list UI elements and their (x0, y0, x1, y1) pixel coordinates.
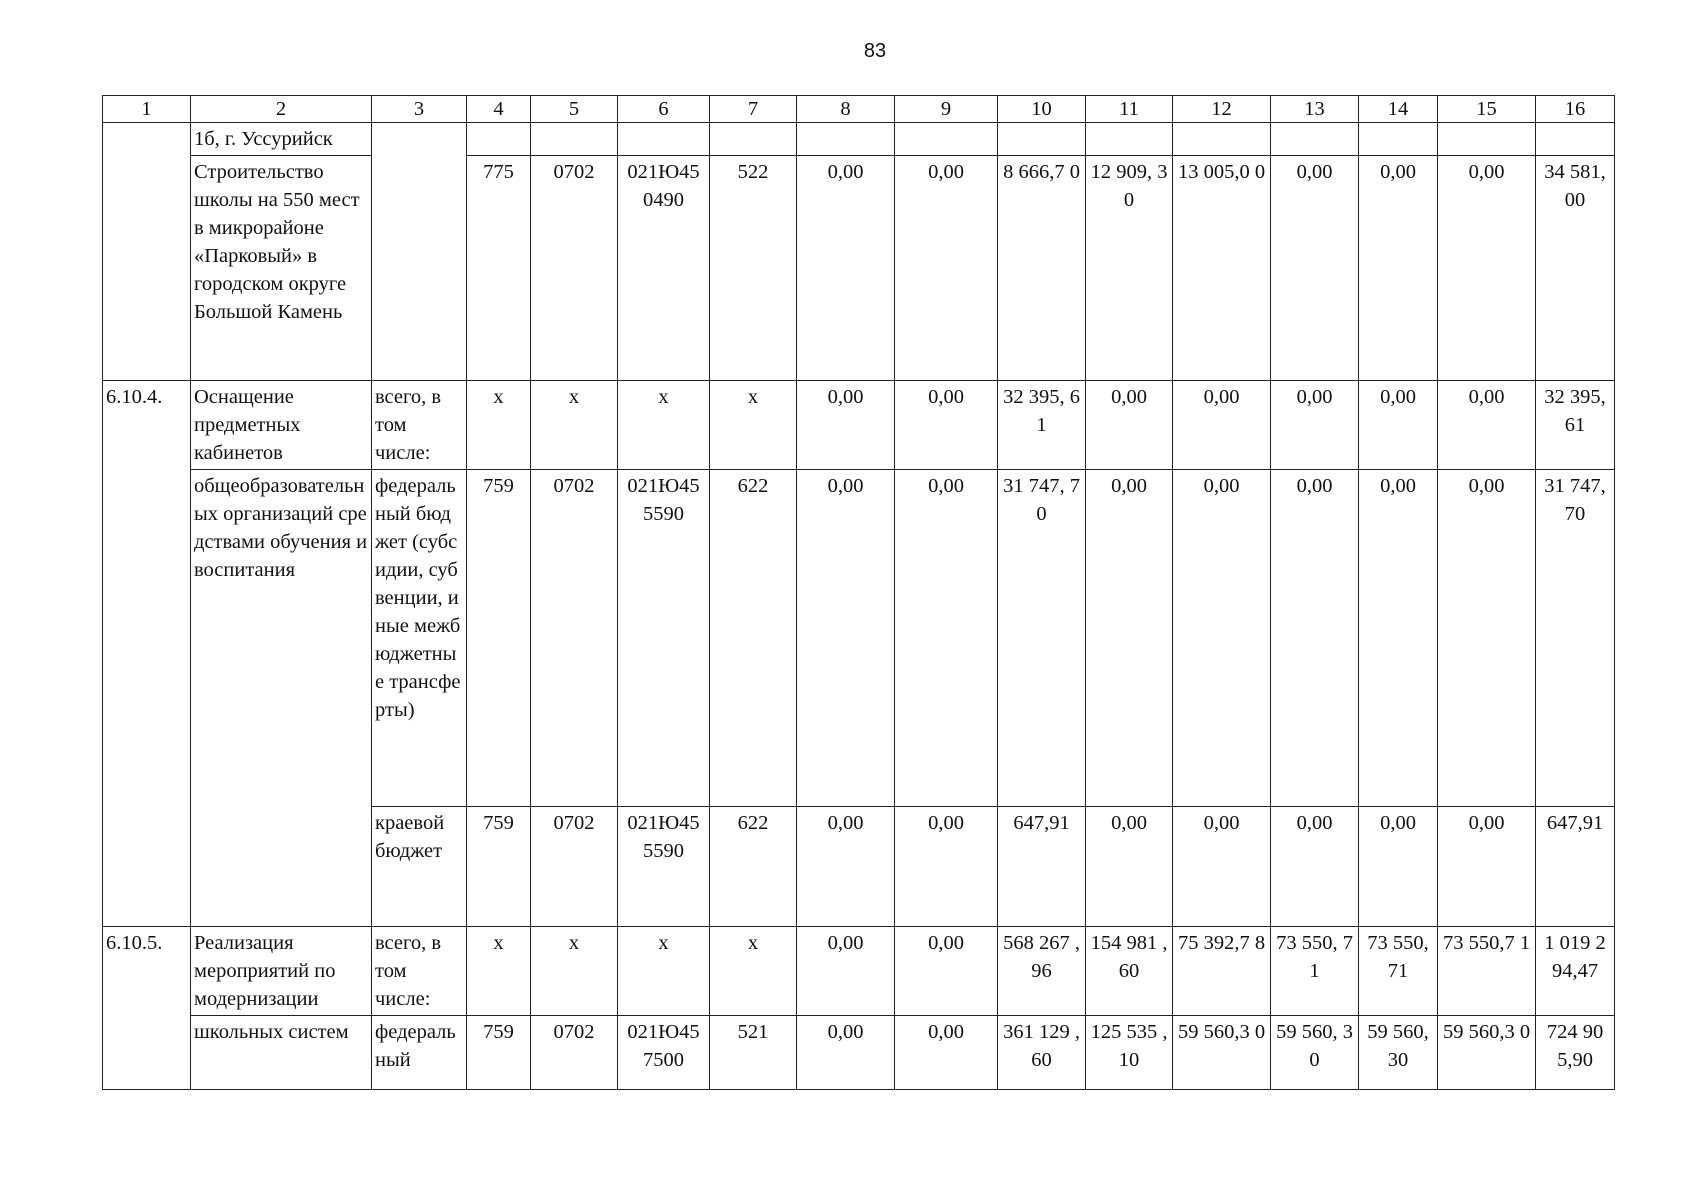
value-cell: 0,00 (895, 470, 998, 807)
value-cell: x (710, 381, 797, 470)
value-cell: 0,00 (1173, 470, 1271, 807)
value-cell: 0,00 (1086, 470, 1173, 807)
value-cell: 622 (710, 470, 797, 807)
value-cell: x (710, 927, 797, 1016)
value-cell: 8 666,7 0 (998, 156, 1086, 381)
column-header: 15 (1438, 96, 1536, 123)
column-header: 10 (998, 96, 1086, 123)
value-cell: 0,00 (1438, 807, 1536, 927)
value-cell: 59 560, 30 (1359, 1016, 1438, 1090)
value-cell: 32 395, 61 (998, 381, 1086, 470)
value-cell: 0,00 (1173, 381, 1271, 470)
column-header: 8 (797, 96, 895, 123)
table-row (103, 123, 1615, 156)
item-name-cell: Реализация мероприятий по модернизации (191, 927, 372, 1016)
value-cell: 0,00 (797, 807, 895, 927)
value-cell: 021Ю45 5590 (618, 470, 710, 807)
column-header: 14 (1359, 96, 1438, 123)
value-cell: 0,00 (797, 381, 895, 470)
value-cell: 0,00 (797, 927, 895, 1016)
column-header: 12 (1173, 96, 1271, 123)
column-header: 9 (895, 96, 998, 123)
source-cell: краевой бюджет (372, 807, 467, 927)
value-cell: 0,00 (797, 156, 895, 381)
value-cell: 1 019 2 94,47 (1536, 927, 1615, 1016)
column-header: 5 (531, 96, 618, 123)
value-cell: 568 267 ,96 (998, 927, 1086, 1016)
value-cell: 59 560,3 0 (1438, 1016, 1536, 1090)
source-cell: федеральный (372, 1016, 467, 1090)
item-number-cell (103, 123, 191, 381)
value-cell: 021Ю45 5590 (618, 807, 710, 927)
value-cell: 0,00 (1271, 381, 1359, 470)
value-cell: 0,00 (1359, 156, 1438, 381)
value-cell: 73 550, 71 (1359, 927, 1438, 1016)
column-header: 13 (1271, 96, 1359, 123)
value-cell: 0,00 (1086, 381, 1173, 470)
table-row (103, 1016, 1615, 1090)
value-cell: 0,00 (1359, 470, 1438, 807)
item-name-cell: Строительство школы на 550 мест в микрорайоне «Парковый» в городском округе Большой Камень (191, 156, 372, 381)
value-cell: x (618, 381, 710, 470)
column-header: 6 (618, 96, 710, 123)
value-cell: 59 560, 30 (1271, 1016, 1359, 1090)
value-cell: 0,00 (1271, 807, 1359, 927)
value-cell: 647,91 (998, 807, 1086, 927)
value-cell: 0702 (531, 156, 618, 381)
source-cell: всего, в том числе: (372, 381, 467, 470)
value-cell: 125 535 ,10 (1086, 1016, 1173, 1090)
column-header: 3 (372, 96, 467, 123)
value-cell: 0,00 (1086, 807, 1173, 927)
item-name-cell: общеобразовательных организаций средствами обучения и воспитания (191, 470, 372, 927)
value-cell: 775 (467, 156, 531, 381)
value-cell: 32 395, 61 (1536, 381, 1615, 470)
value-cell: 0,00 (797, 470, 895, 807)
value-cell: 34 581, 00 (1536, 156, 1615, 381)
value-cell: 31 747, 70 (998, 470, 1086, 807)
value-cell: 0702 (531, 470, 618, 807)
value-cell: x (467, 927, 531, 1016)
value-cell: 0702 (531, 807, 618, 927)
value-cell: 0,00 (895, 156, 998, 381)
value-cell: x (531, 381, 618, 470)
column-header: 1 (103, 96, 191, 123)
item-name-cell: школьных систем (191, 1016, 372, 1090)
value-cell: 759 (467, 807, 531, 927)
value-cell: 759 (467, 1016, 531, 1090)
value-cell: x (531, 927, 618, 1016)
value-cell: 0,00 (895, 1016, 998, 1090)
column-header: 16 (1536, 96, 1615, 123)
value-cell: 522 (710, 156, 797, 381)
value-cell: 0,00 (1359, 381, 1438, 470)
column-header: 4 (467, 96, 531, 123)
value-cell: 021Ю45 7500 (618, 1016, 710, 1090)
value-cell: 0,00 (1438, 381, 1536, 470)
source-cell: всего, в том числе: (372, 927, 467, 1016)
value-cell: 361 129 ,60 (998, 1016, 1086, 1090)
table-row (103, 156, 1615, 381)
value-cell: 0,00 (1359, 807, 1438, 927)
page-number: 83 (863, 40, 887, 62)
table-row (103, 470, 1615, 807)
value-cell: 0,00 (1438, 470, 1536, 807)
value-cell: 759 (467, 470, 531, 807)
value-cell: 724 90 5,90 (1536, 1016, 1615, 1090)
source-cell: федеральный бюджет (субсидии, субвенции, иные межбюджетные трансферты) (372, 470, 467, 807)
value-cell: 647,91 (1536, 807, 1615, 927)
item-name-cell: 1б, г. Уссурийск (191, 123, 372, 156)
value-cell: 521 (710, 1016, 797, 1090)
column-number-row (103, 96, 1615, 123)
value-cell: 0,00 (895, 927, 998, 1016)
item-name-cell: Оснащение предметных кабинетов (191, 381, 372, 470)
item-number-cell: 6.10.5. (103, 927, 191, 1090)
value-cell: 0,00 (1271, 470, 1359, 807)
budget-table (102, 95, 1615, 1090)
value-cell: 75 392,7 8 (1173, 927, 1271, 1016)
value-cell: 0,00 (797, 1016, 895, 1090)
value-cell: 622 (710, 807, 797, 927)
value-cell: 0,00 (1173, 807, 1271, 927)
column-header: 7 (710, 96, 797, 123)
value-cell: 12 909, 30 (1086, 156, 1173, 381)
table-row (103, 927, 1615, 1016)
value-cell: 73 550, 71 (1271, 927, 1359, 1016)
table-row (103, 381, 1615, 470)
value-cell: x (618, 927, 710, 1016)
value-cell: 31 747, 70 (1536, 470, 1615, 807)
source-cell (372, 123, 467, 381)
value-cell: 73 550,7 1 (1438, 927, 1536, 1016)
value-cell: 0,00 (895, 381, 998, 470)
value-cell: x (467, 381, 531, 470)
value-cell: 0,00 (1271, 156, 1359, 381)
value-cell: 0,00 (895, 807, 998, 927)
value-cell: 59 560,3 0 (1173, 1016, 1271, 1090)
column-header: 2 (191, 96, 372, 123)
value-cell: 0,00 (1438, 156, 1536, 381)
value-cell: 13 005,0 0 (1173, 156, 1271, 381)
item-number-cell: 6.10.4. (103, 381, 191, 927)
column-header: 11 (1086, 96, 1173, 123)
value-cell: 154 981 ,60 (1086, 927, 1173, 1016)
value-cell: 021Ю45 0490 (618, 156, 710, 381)
value-cell: 0702 (531, 1016, 618, 1090)
